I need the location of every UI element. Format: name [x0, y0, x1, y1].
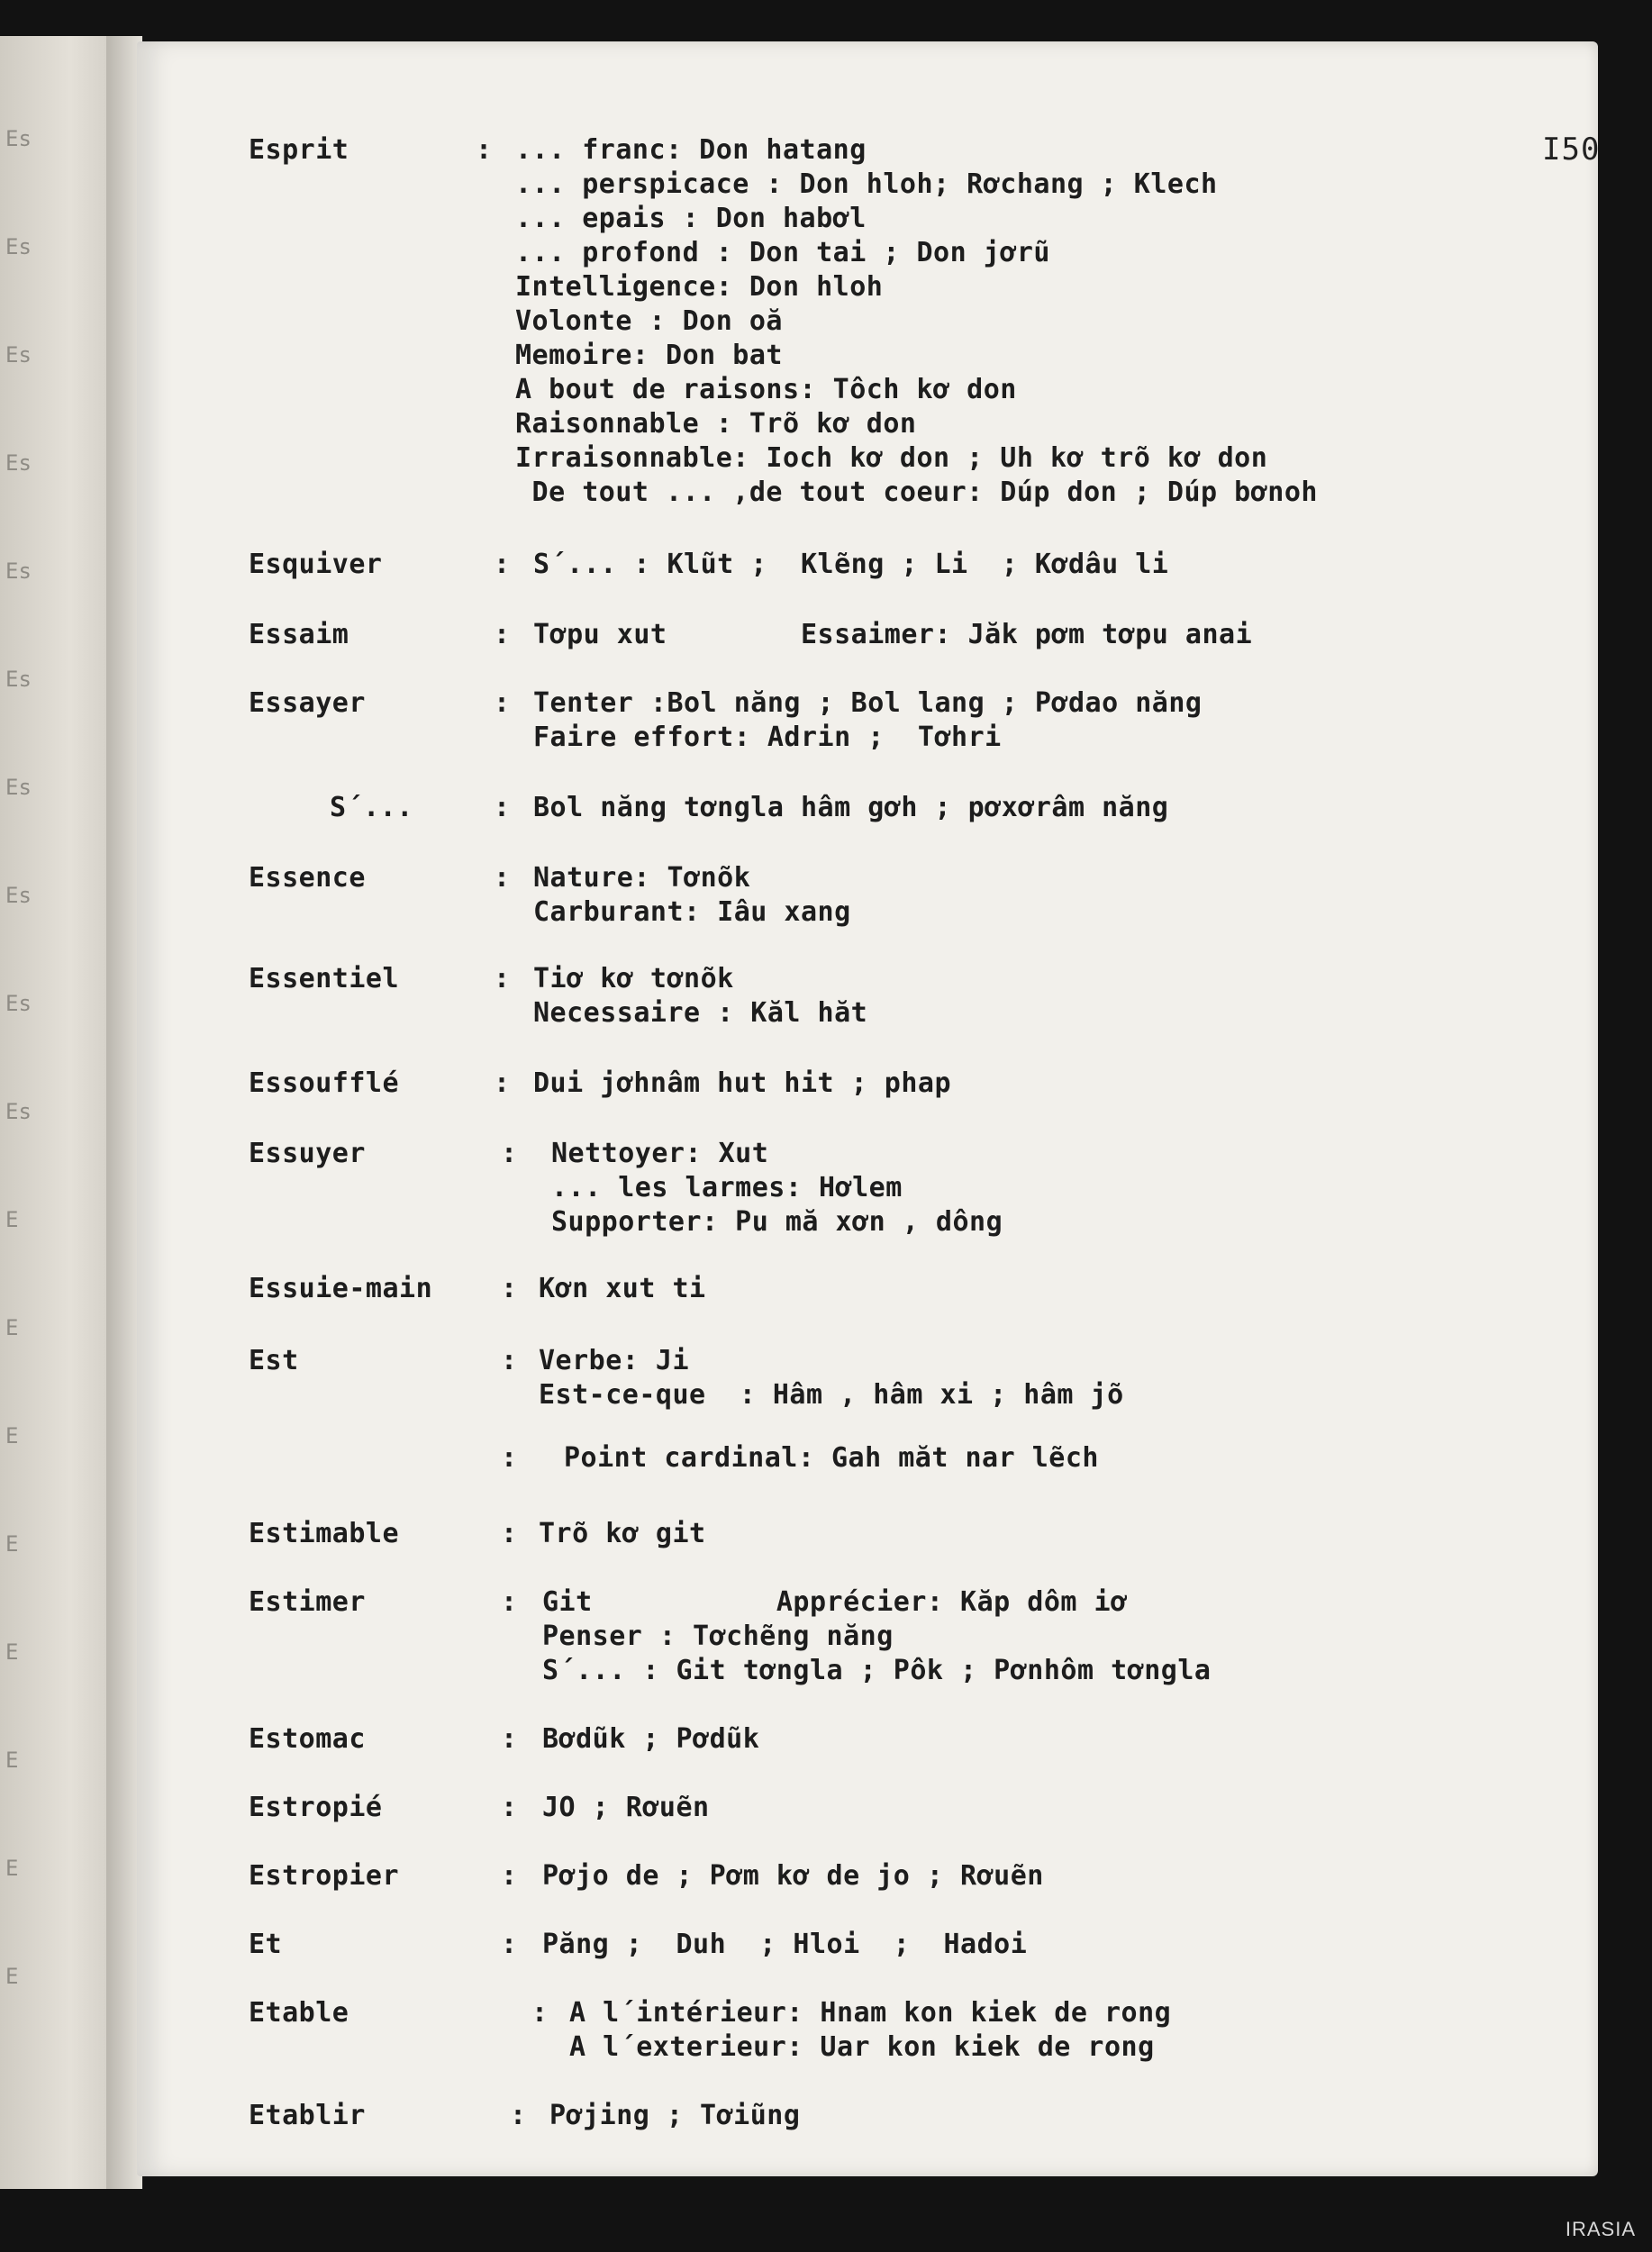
entry-headword: Esquiver — [249, 549, 383, 580]
entry-separator: : — [501, 1273, 518, 1304]
definition-line: Tenter :Bol năng ; Bol lang ; Pơdao năng — [533, 687, 1203, 719]
previous-page-edge — [0, 36, 117, 2189]
entry-headword: Estomac — [249, 1723, 366, 1755]
entry-definitions — [564, 1441, 1099, 1476]
definition-line: Verbe: Ji — [539, 1345, 690, 1376]
definition-line: Point cardinal: Gah măt nar lẽch — [564, 1442, 1099, 1474]
definition-line: ... epais : Don habơl — [515, 203, 867, 234]
facing-page-fragment: E — [5, 1207, 19, 1232]
entry-definitions — [539, 1344, 1124, 1412]
definition-line: Păng ; Duh ; Hloi ; Hadoi — [542, 1929, 1028, 1960]
entry-headword: Est — [249, 1345, 299, 1376]
definition-line: Carburant: Iâu xang — [533, 896, 851, 928]
definition-line: ... perspicace : Don hloh; Rơchang ; Klech — [515, 168, 1218, 200]
facing-page-fragment: E — [5, 1315, 19, 1340]
definition-line: Intelligence: Don hloh — [515, 271, 884, 303]
entry-headword: S´... — [330, 792, 413, 823]
definition-line: ... les larmes: Hơlem — [551, 1172, 903, 1203]
entry-separator: : — [501, 1586, 518, 1618]
facing-page-fragment: Es — [5, 558, 32, 584]
entry-separator: : — [501, 1860, 518, 1892]
entry-headword: Essoufflé — [249, 1067, 400, 1099]
facing-page-fragment: Es — [5, 234, 32, 259]
entry-separator: : — [501, 1723, 518, 1755]
entry-definitions — [542, 1928, 1027, 1962]
definition-line: Trõ kơ git — [539, 1518, 706, 1549]
entry-headword: Estropié — [249, 1792, 383, 1823]
entry-headword: Etable — [249, 1997, 349, 2029]
facing-page-fragment: Es — [5, 126, 32, 151]
definition-line: Bơdũk ; Pơdũk — [542, 1723, 760, 1755]
entry-definitions — [549, 2099, 800, 2133]
entry-headword: Essentiel — [249, 963, 400, 994]
facing-page-fragment: Es — [5, 450, 32, 476]
definition-line: Irraisonnable: Ioch kơ don ; Uh kơ trõ kơ don — [515, 442, 1268, 474]
facing-page-fragment: Es — [5, 667, 32, 692]
definition-line: A l´exterieur: Uar kon kiek de rong — [569, 2031, 1155, 2063]
definition-line: Faire effort: Adrin ; Tơhri — [533, 722, 1002, 753]
entry-definitions — [533, 1067, 951, 1101]
entry-headword: Essaim — [249, 619, 349, 650]
entry-separator: : — [494, 1067, 511, 1099]
definition-line: A l´intérieur: Hnam kon kiek de rong — [569, 1997, 1172, 2029]
facing-page-fragment: Es — [5, 1099, 32, 1124]
entry-headword: Essuie-main — [249, 1273, 433, 1304]
facing-page-fragment: E — [5, 1964, 19, 1989]
entry-headword: Estimable — [249, 1518, 400, 1549]
entry-headword: Essence — [249, 862, 366, 894]
entry-separator: : — [494, 687, 511, 719]
entry-headword: Essayer — [249, 687, 366, 719]
definition-line: Est-ce-que : Hâm , hâm xi ; hâm jõ — [539, 1379, 1124, 1411]
entry-headword: Etablir — [249, 2100, 366, 2131]
entry-definitions — [533, 791, 1168, 825]
entry-definitions — [542, 1722, 759, 1757]
definition-line: A bout de raisons: Tôch kơ don — [515, 374, 1017, 405]
entry-definitions — [542, 1859, 1044, 1893]
entry-separator: : — [494, 549, 511, 580]
entry-separator: : — [494, 963, 511, 994]
entry-definitions — [533, 962, 867, 1031]
definition-line: Kơn xut ti — [539, 1273, 706, 1304]
definition-line: Necessaire : Kăl hăt — [533, 997, 868, 1029]
facing-page-fragment: Es — [5, 883, 32, 908]
entry-definitions — [515, 133, 1318, 510]
entry-headword: Esprit — [249, 134, 349, 166]
entry-separator: : — [501, 1345, 518, 1376]
page-number: I50 — [1542, 132, 1601, 168]
entry-definitions — [569, 1996, 1171, 2065]
definition-line: Memoire: Don bat — [515, 340, 783, 371]
entry-separator: : — [494, 619, 511, 650]
facing-page-fragment: E — [5, 1639, 19, 1665]
definition-line: Nettoyer: Xut — [551, 1138, 769, 1169]
definition-line: Nature: Tơnõk — [533, 862, 751, 894]
facing-page-fragment: Es — [5, 775, 32, 800]
definition-line: Volonte : Don oă — [515, 305, 783, 337]
entry-definitions — [539, 1272, 706, 1306]
entry-definitions — [533, 861, 851, 930]
entry-separator: : — [531, 1997, 549, 2029]
entry-definitions — [542, 1585, 1211, 1688]
entry-separator: : — [494, 862, 511, 894]
entry-headword: Et — [249, 1929, 283, 1960]
definition-line: Pơjo de ; Pơm kơ de jo ; Rơuẽn — [542, 1860, 1044, 1892]
definition-line: S´... : Git tơngla ; Pôk ; Pơnhôm tơngla — [542, 1655, 1212, 1686]
entry-separator: : — [501, 1138, 518, 1169]
entry-definitions — [539, 1517, 706, 1551]
entry-separator: : — [501, 1518, 518, 1549]
entry-headword: Estropier — [249, 1860, 400, 1892]
entry-headword: Estimer — [249, 1586, 366, 1618]
entry-separator: : — [501, 1792, 518, 1823]
entry-definitions — [533, 686, 1202, 755]
definition-line: Supporter: Pu mă xơn , dông — [551, 1206, 1003, 1238]
entry-headword: Essuyer — [249, 1138, 366, 1169]
definition-line: De tout ... ,de tout coeur: Dúp don ; Dúp bơnoh — [515, 477, 1318, 508]
entry-definitions — [542, 1791, 710, 1825]
facing-page-fragment: Es — [5, 342, 32, 368]
facing-page-fragment: Es — [5, 991, 32, 1016]
entry-separator: : — [494, 792, 511, 823]
definition-line: JO ; Rơuẽn — [542, 1792, 710, 1823]
watermark: IRASIA — [1565, 2218, 1636, 2240]
definition-line: Git Apprécier: Kăp dôm iơ — [542, 1586, 1128, 1618]
facing-page-fragment: E — [5, 1748, 19, 1773]
definition-line: Dui jơhnâm hut hit ; phap — [533, 1067, 952, 1099]
entry-definitions — [551, 1137, 1003, 1240]
definition-line: Tơpu xut Essaimer: Jăk pơm tơpu anai — [533, 619, 1253, 650]
facing-page-fragment: E — [5, 1856, 19, 1881]
definition-line: Penser : Tơchẽng năng — [542, 1621, 894, 1652]
entry-separator: : — [501, 1929, 518, 1960]
entry-definitions — [533, 548, 1168, 582]
definition-line: Tiơ kơ tơnõk — [533, 963, 734, 994]
entry-separator: : — [510, 2100, 527, 2131]
definition-line: Pơjing ; Tơiũng — [549, 2100, 801, 2131]
definition-line: S´... : Klũt ; Klẽng ; Li ; Kơdâu li — [533, 549, 1169, 580]
entry-definitions — [533, 618, 1252, 652]
definition-line: ... franc: Don hatang — [515, 134, 867, 166]
definition-line: ... profond : Don tai ; Don jơrũ — [515, 237, 1050, 268]
definition-line: Bol năng tơngla hâm gơh ; pơxơrâm năng — [533, 792, 1169, 823]
entry-separator: : — [501, 1442, 518, 1474]
facing-page-fragment: E — [5, 1423, 19, 1448]
definition-line: Raisonnable : Trõ kơ don — [515, 408, 917, 440]
facing-page-fragment: E — [5, 1531, 19, 1557]
entry-separator: : — [476, 134, 493, 166]
